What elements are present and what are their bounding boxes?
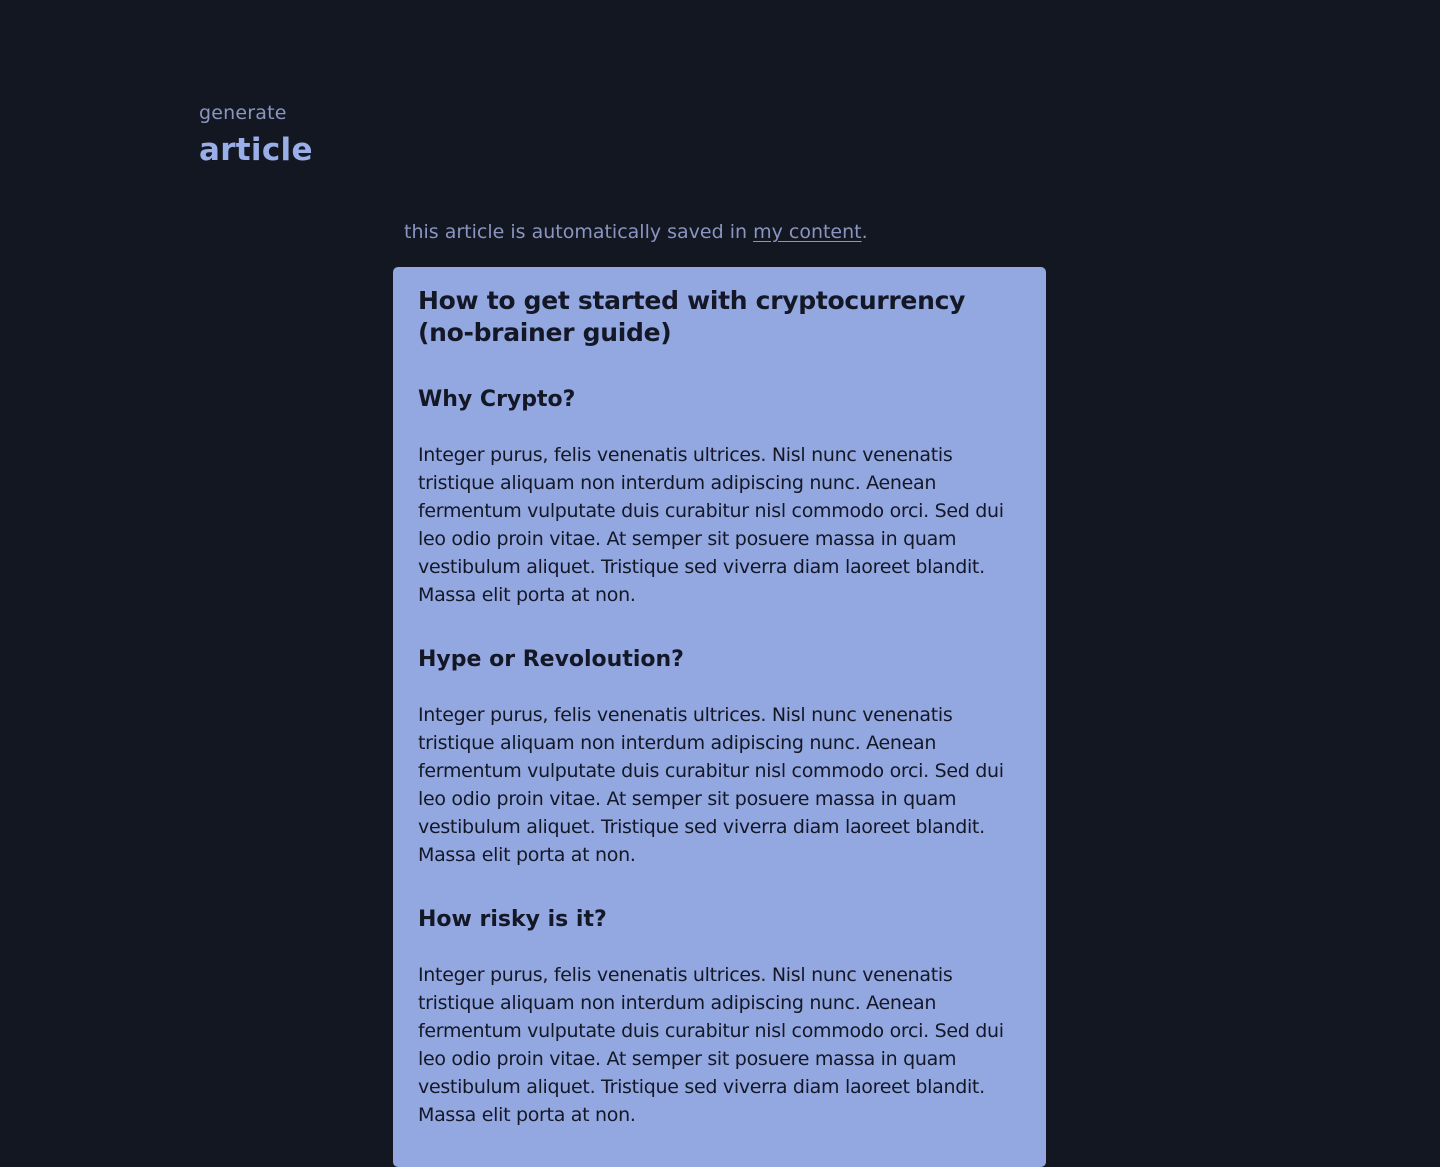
section-heading: How risky is it? (418, 907, 607, 932)
article-card (393, 267, 1046, 1167)
my-content-link[interactable]: my content (753, 221, 862, 243)
section-heading: Hype or Revoloution? (418, 647, 684, 672)
section-body: Integer purus, felis venenatis ultrices. Nisl nunc venenatis tristique aliquam non interdum adipiscing nunc. Aenean fermentum vulputate duis curabitur nisl commodo orci. Sed dui leo odio proin vitae. At semper sit posuere massa in quam vestibulum aliquet. Tristique sed viverra diam laoreet blandit. Massa elit porta at non. (418, 964, 1004, 1126)
page-header (199, 100, 313, 170)
autosave-note-prefix: this article is automatically saved in (404, 221, 754, 243)
autosave-note-suffix: . (861, 221, 868, 243)
page-eyebrow: generate (199, 102, 287, 124)
page-title: article (199, 132, 313, 168)
article-title: How to get started with cryptocurrency (no-brainer guide) (418, 286, 966, 347)
section-body: Integer purus, felis venenatis ultrices. Nisl nunc venenatis tristique aliquam non interdum adipiscing nunc. Aenean fermentum vulputate duis curabitur nisl commodo orci. Sed dui leo odio proin vitae. At semper sit posuere massa in quam vestibulum aliquet. Tristique sed viverra diam laoreet blandit. Massa elit porta at non. (418, 444, 1004, 606)
section-heading: Why Crypto? (418, 387, 576, 412)
autosave-note (404, 219, 868, 245)
section-body: Integer purus, felis venenatis ultrices. Nisl nunc venenatis tristique aliquam non interdum adipiscing nunc. Aenean fermentum vulputate duis curabitur nisl commodo orci. Sed dui leo odio proin vitae. At semper sit posuere massa in quam vestibulum aliquet. Tristique sed viverra diam laoreet blandit. Massa elit porta at non. (418, 704, 1004, 866)
